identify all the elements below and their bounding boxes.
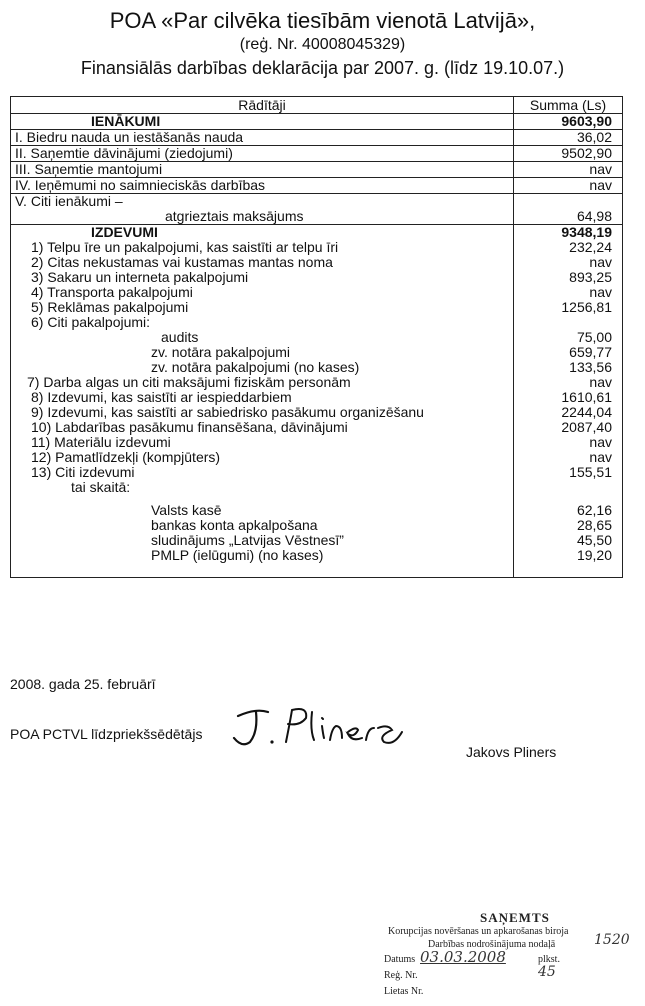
other-income-sub: atgrieztais maksājums [165, 208, 304, 224]
table-row [11, 162, 623, 178]
row-label: sludinājums „Latvijas Vēstnesī” [11, 533, 514, 548]
row-value: 36,02 [514, 130, 623, 146]
row-value: nav [514, 255, 623, 270]
row-value: 2087,40 [514, 420, 623, 435]
table-row [11, 420, 623, 435]
signer-role: POA PCTVL līdzpriekšsēdētājs [10, 726, 203, 742]
signing-date: 2008. gada 25. februārī [10, 676, 156, 692]
row-value: 1610,61 [514, 390, 623, 405]
document-title: POA «Par cilvēka tiesībām vienotā Latvijā», [109, 8, 536, 33]
table-row [11, 300, 623, 315]
table-row [11, 390, 623, 405]
table-row [11, 360, 623, 375]
row-value: 2244,04 [514, 405, 623, 420]
row-label: zv. notāra pakalpojumi (no kases) [11, 360, 514, 375]
row-label: 8) Izdevumi, kas saistīti ar iespieddarbiem [11, 390, 514, 405]
stamp-title: SAŅEMTS [480, 910, 550, 925]
spacer [11, 495, 514, 503]
table-row [11, 255, 623, 270]
stamp-line2: Darbības nodrošinājuma nodaļā [428, 939, 556, 950]
row-value: 133,56 [514, 360, 623, 375]
row-value: 1256,81 [514, 300, 623, 315]
table-row [11, 518, 623, 533]
row-value: 232,24 [514, 240, 623, 255]
row-label: IV. Ieņēmumi no saimnieciskās darbības [11, 178, 514, 194]
row-label: 7) Darba algas un citi maksājumi fiziskām personām [11, 375, 514, 390]
row-value: nav [514, 450, 623, 465]
stamp-reg-value: 45 [538, 964, 556, 980]
row-label: audits [11, 330, 514, 345]
row-label: 10) Labdarības pasākumu finansēšana, dāvinājumi [11, 420, 514, 435]
row-label: Valsts kasē [11, 503, 514, 518]
row-label: II. Saņemtie dāvinājumi (ziedojumi) [11, 146, 514, 162]
expenses-title: IZDEVUMI [11, 225, 514, 241]
row-value-empty [514, 315, 623, 330]
row-value-empty [514, 480, 623, 495]
stamp-reg-label: Reģ. Nr. [384, 970, 418, 981]
stamp-line1: Korupcijas novēršanas un apkarošanas biroja [388, 926, 569, 937]
table-row [11, 270, 623, 285]
row-label: 1) Telpu īre un pakalpojumi, kas saistīti ar telpu īri [11, 240, 514, 255]
expenses-total-row [11, 225, 623, 241]
table-header-row [11, 97, 623, 114]
row-label: 12) Pamatlīdzekļi (kompjūters) [11, 450, 514, 465]
row-value: 9502,90 [514, 146, 623, 162]
column-header-indicators: Rādītāji [11, 97, 514, 114]
handwritten-signature [228, 702, 408, 754]
row-label: 4) Transporta pakalpojumi [11, 285, 514, 300]
row-value: 62,16 [514, 503, 623, 518]
row-value: 19,20 [514, 548, 623, 563]
row-label [11, 194, 514, 225]
row-value: nav [514, 435, 623, 450]
table-row [11, 548, 623, 563]
table-row [11, 435, 623, 450]
table-row [11, 285, 623, 300]
table-row [11, 345, 623, 360]
row-label: 3) Sakaru un interneta pakalpojumi [11, 270, 514, 285]
table-row [11, 240, 623, 255]
table-row [11, 533, 623, 548]
row-label: 11) Materiālu izdevumi [11, 435, 514, 450]
row-value: 893,25 [514, 270, 623, 285]
signer-name: Jakovs Pliners [466, 744, 557, 760]
income-title: IENĀKUMI [11, 114, 514, 130]
table-row [11, 146, 623, 162]
spacer-row [11, 495, 623, 503]
stamp-hand-number: 1520 [594, 932, 630, 948]
document-subtitle: Finansiālās darbības deklarācija par 2007. g. (līdz 19.10.07.) [80, 58, 565, 78]
table-row [11, 503, 623, 518]
row-label: 2) Citas nekustamas vai kustamas mantas noma [11, 255, 514, 270]
spacer [514, 495, 623, 503]
table-row [11, 330, 623, 345]
table-row [11, 405, 623, 420]
row-label: I. Biedru nauda un iestāšanās nauda [11, 130, 514, 146]
received-stamp [380, 908, 640, 1004]
row-label: bankas konta apkalpošana [11, 518, 514, 533]
row-value: 28,65 [514, 518, 623, 533]
spacer [514, 563, 623, 577]
spacer [11, 563, 514, 577]
table-row [11, 178, 623, 194]
stamp-datums-label: Datums [384, 954, 416, 965]
row-label: 6) Citi pakalpojumi: [11, 315, 514, 330]
row-value: 45,50 [514, 533, 623, 548]
row-label: 9) Izdevumi, kas saistīti ar sabiedrisko pasākumu organizēšanu [11, 405, 514, 420]
row-label: 5) Reklāmas pakalpojumi [11, 300, 514, 315]
table-row [11, 450, 623, 465]
table-row [11, 465, 623, 480]
row-label: zv. notāra pakalpojumi [11, 345, 514, 360]
table-row [11, 480, 623, 495]
row-label: tai skaitā: [11, 480, 514, 495]
row-label: 13) Citi izdevumi [11, 465, 514, 480]
stamp-plkst-label: plkst. [538, 954, 560, 965]
row-value: nav [514, 162, 623, 178]
income-total-row [11, 114, 623, 130]
table-row [11, 130, 623, 146]
stamp-datums-value: 03.03.2008 [420, 948, 506, 966]
row-value: nav [514, 178, 623, 194]
other-income-label: V. Citi ienākumi – [15, 193, 123, 209]
expenses-total: 9348,19 [514, 225, 623, 241]
row-value: 155,51 [514, 465, 623, 480]
registration-number: (reģ. Nr. 40008045329) [239, 36, 406, 53]
declaration-table [10, 96, 623, 578]
table-row [11, 315, 623, 330]
stamp-lietas-label: Lietas Nr. [384, 986, 424, 997]
row-value: nav [514, 375, 623, 390]
row-value: nav [514, 285, 623, 300]
row-label: PMLP (ielūgumi) (no kases) [11, 548, 514, 563]
column-header-sum: Summa (Ls) [514, 97, 623, 114]
row-value: 64,98 [514, 194, 623, 225]
row-label: III. Saņemtie mantojumi [11, 162, 514, 178]
table-row-other-income [11, 194, 623, 225]
row-value: 659,77 [514, 345, 623, 360]
income-total: 9603,90 [514, 114, 623, 130]
table-row [11, 375, 623, 390]
spacer-row [11, 563, 623, 577]
row-value: 75,00 [514, 330, 623, 345]
